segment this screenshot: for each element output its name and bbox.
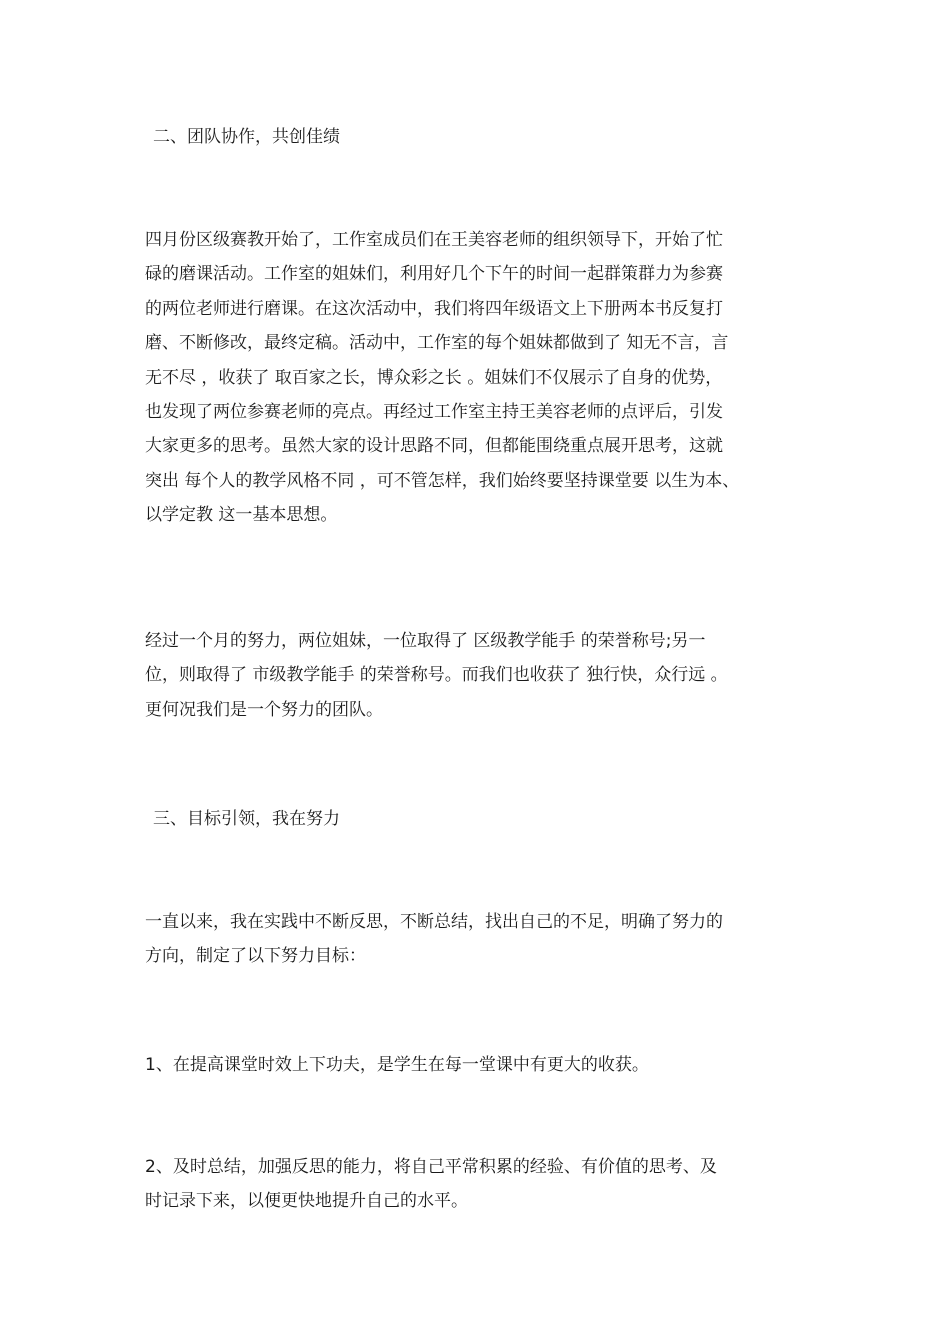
- goal-line: 1、在提高课堂时效上下功夫，是学生在每一堂课中有更大的收获。: [145, 1055, 649, 1075]
- paragraph-line: 四月份区级赛教开始了，工作室成员们在王美容老师的组织领导下，开始了忙: [145, 230, 723, 250]
- paragraph-line: 碌的磨课活动。工作室的姐妹们，利用好几个下午的时间一起群策群力为参赛: [145, 264, 723, 285]
- heading-text: 三、目标引领，我在努力: [153, 809, 340, 829]
- paragraph-2: [145, 624, 825, 727]
- section-heading-3: [145, 802, 825, 836]
- heading-text: 二、团队协作，共创佳绩: [153, 127, 340, 147]
- paragraph-line: 方向，制定了以下努力目标：: [145, 946, 366, 967]
- goal-line: 2、及时总结，加强反思的能力，将自己平常积累的经验、有价值的思考、及: [145, 1157, 717, 1177]
- section-heading-2: [145, 120, 825, 154]
- paragraph-line: 也发现了两位参赛老师的亮点。再经过工作室主持王美容老师的点评后，引发: [145, 401, 723, 422]
- paragraph-line: 的两位老师进行磨课。在这次活动中，我们将四年级语文上下册两本书反复打: [145, 298, 723, 319]
- paragraph-line: 更何况我们是一个努力的团队。: [145, 699, 383, 720]
- goal-line: 时记录下来，以便更快地提升自己的水平。: [145, 1191, 468, 1212]
- paragraph-line: 突出 每个人的教学风格不同 ，可不管怎样，我们始终要坚持课堂要 以生为本、: [145, 470, 740, 491]
- paragraph-3: [145, 905, 825, 974]
- paragraph-line: 位，则取得了 市级教学能手 的荣誉称号。而我们也收获了 独行快，众行远 。: [145, 665, 728, 686]
- paragraph-line: 大家更多的思考。虽然大家的设计思路不同，但都能围绕重点展开思考，这就: [145, 436, 723, 457]
- paragraph-line: 以学定教 这一基本思想。: [145, 505, 338, 526]
- paragraph-line: 磨、不断修改，最终定稿。活动中，工作室的每个姐妹都做到了 知无不言，言: [145, 333, 729, 354]
- paragraph-1: [145, 223, 825, 533]
- paragraph-line: 一直以来，我在实践中不断反思，不断总结，找出自己的不足，明确了努力的: [145, 912, 723, 932]
- paragraph-line: 经过一个月的努力，两位姐妹，一位取得了 区级教学能手 的荣誉称号;另一: [145, 631, 706, 651]
- goal-item-1: [145, 1048, 825, 1082]
- paragraph-line: 无不尽 ，收获了 取百家之长，博众彩之长 。姐妹们不仅展示了自身的优势，: [145, 367, 723, 388]
- goal-item-2: [145, 1150, 825, 1219]
